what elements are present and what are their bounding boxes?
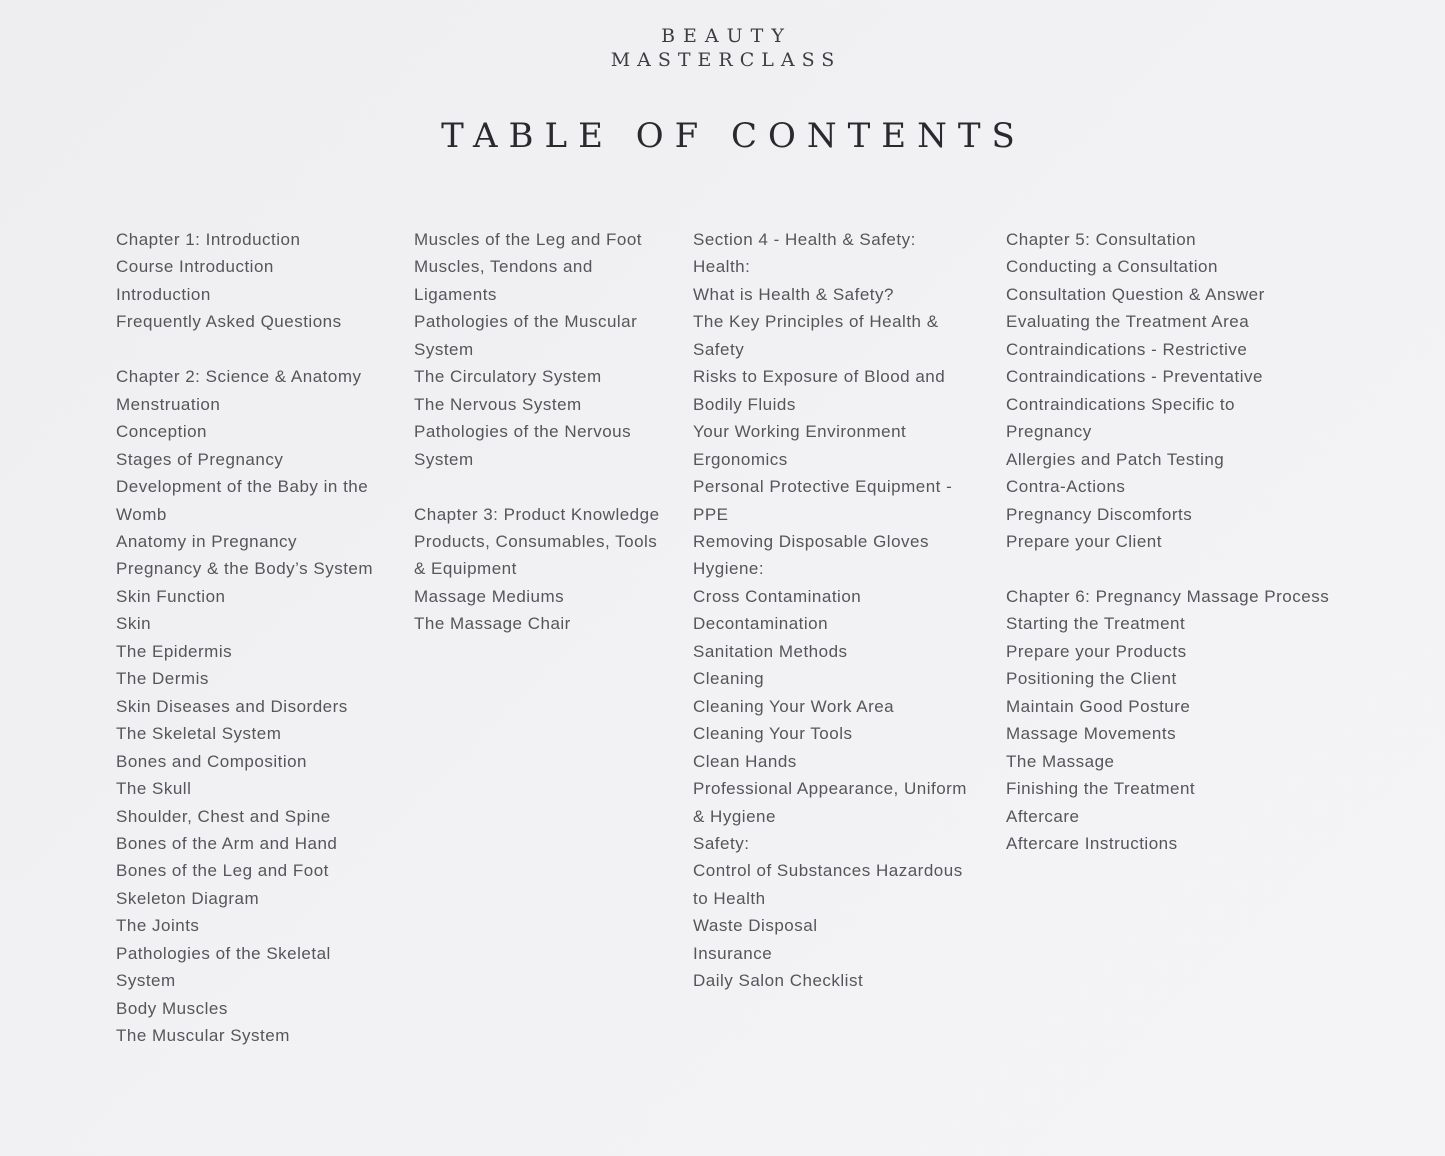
toc-entry: Aftercare Instructions [1006,833,1178,853]
toc-column-4 [1006,226,1336,857]
toc-entry: Ergonomics [693,449,788,469]
toc-entry: Aftercare [1006,806,1080,826]
toc-entry: Starting the Treatment [1006,614,1186,634]
toc-entry: Allergies and Patch Testing [1006,449,1225,469]
toc-entry: Shoulder, Chest and Spine [116,806,331,826]
toc-chapter-heading: Chapter 3: Product Knowledge [414,504,660,524]
toc-entry: Hygiene: [693,559,765,579]
toc-entry: Sanitation Methods [693,641,848,661]
toc-chapter-heading: Section 4 - Health & Safety: [693,230,916,249]
toc-entry: Positioning the Client [1006,669,1177,689]
toc-entry: Pathologies of the Muscular [414,312,638,332]
toc-entry: Conducting a Consultation [1006,257,1218,277]
page-title: TABLE OF CONTENTS [441,116,1026,156]
toc-entry: Cross Contamination [693,586,862,606]
toc-entry: Anatomy in Pregnancy [116,531,298,551]
toc-entry: Skin [116,614,152,634]
toc-entry: Pregnancy Discomforts [1006,504,1193,524]
toc-entry: Cleaning Your Tools [693,724,853,744]
toc-chapter-heading: Chapter 5: Consultation [1006,230,1197,249]
toc-entry: Pregnancy & the Body’s System [116,559,374,579]
toc-entry: Clean Hands [693,751,797,771]
toc-entry: Evaluating the Treatment Area [1006,312,1250,332]
toc-entry: Removing Disposable Gloves [693,531,929,551]
toc-entry: Safety [693,339,745,359]
toc-entry: PPE [693,504,729,524]
toc-entry: Womb [116,504,167,524]
toc-entry: Health: [693,257,751,277]
toc-entry: Prepare your Client [1006,531,1162,551]
toc-entry: Contraindications - Restrictive [1006,339,1248,359]
toc-entry: Waste Disposal [693,916,818,936]
toc-entry: Skin Diseases and Disorders [116,696,348,716]
toc-entry: System [116,971,176,991]
toc-entry: Risks to Exposure of Blood and [693,367,946,387]
toc-entry: Daily Salon Checklist [693,971,864,991]
toc-entry: & Equipment [414,559,517,579]
toc-entry: Finishing the Treatment [1006,779,1196,799]
toc-chapter-heading: Chapter 1: Introduction [116,230,301,249]
toc-entry: Muscles of the Leg and Foot [414,230,643,249]
toc-entry: Skeleton Diagram [116,888,260,908]
toc-entry: Bodily Fluids [693,394,796,414]
toc-entry: The Dermis [116,669,209,689]
toc-entry: Ligaments [414,284,497,304]
toc-entry: Control of Substances Hazardous [693,861,963,881]
toc-entry: The Massage Chair [414,614,571,634]
toc-entry: Consultation Question & Answer [1006,284,1265,304]
toc-entry: Introduction [116,284,211,304]
brand-name-line1: BEAUTY [661,25,792,47]
toc-entry: Development of the Baby in the [116,477,369,497]
toc-entry: System [414,339,474,359]
toc-entry: Bones of the Arm and Hand [116,833,338,853]
toc-entry: The Joints [116,916,200,936]
toc-entry: to Health [693,888,766,908]
toc-entry: Conception [116,422,208,442]
toc-column-3 [693,226,978,995]
toc-entry: Pathologies of the Nervous [414,422,632,442]
toc-entry: Pathologies of the Skeletal [116,943,331,963]
toc-entry: Cleaning Your Work Area [693,696,895,716]
toc-entry: The Nervous System [414,394,582,414]
toc-chapter-heading: Chapter 2: Science & Anatomy [116,367,362,387]
toc-entry: Course Introduction [116,257,274,277]
toc-entry: & Hygiene [693,806,776,826]
toc-entry: Muscles, Tendons and [414,257,593,277]
toc-chapter-heading: Chapter 6: Pregnancy Massage Process [1006,586,1330,606]
toc-entry: Your Working Environment [693,422,907,442]
toc-entry: Professional Appearance, Uniform [693,779,967,799]
toc-entry: Frequently Asked Questions [116,312,342,332]
toc-entry: Bones of the Leg and Foot [116,861,329,881]
toc-entry: The Circulatory System [414,367,602,387]
toc-entry: Contraindications - Preventative [1006,367,1263,387]
toc-entry: Stages of Pregnancy [116,449,284,469]
section-spacer [414,473,676,500]
toc-entry: Skin Function [116,586,226,606]
toc-entry: Safety: [693,833,750,853]
toc-entry: Pregnancy [1006,422,1092,442]
toc-entry: What is Health & Safety? [693,284,894,304]
toc-entry: Insurance [693,943,773,963]
toc-entry: Personal Protective Equipment - [693,477,953,497]
toc-entry: The Skeletal System [116,724,282,744]
toc-entry: The Key Principles of Health & [693,312,939,332]
toc-column-2 [414,226,676,638]
toc-entry: Decontamination [693,614,829,634]
toc-entry: The Skull [116,779,192,799]
toc-entry: Products, Consumables, Tools [414,531,658,551]
toc-entry: Cleaning [693,669,765,689]
brand-logo [0,24,1445,72]
toc-entry: Contra-Actions [1006,477,1126,497]
brand-name-line2: MASTERCLASS [610,49,842,71]
section-spacer [1006,555,1336,582]
toc-entry: Contraindications Specific to [1006,394,1236,414]
toc-entry: Maintain Good Posture [1006,696,1191,716]
toc-entry: System [414,449,474,469]
toc-entry: The Muscular System [116,1026,290,1046]
toc-entry: Prepare your Products [1006,641,1187,661]
toc-entry: Body Muscles [116,998,228,1018]
toc-entry: Menstruation [116,394,221,414]
toc-entry: Massage Movements [1006,724,1177,744]
toc-entry: The Epidermis [116,641,233,661]
section-spacer [116,336,391,363]
toc-column-1 [116,226,391,1050]
toc-entry: Massage Mediums [414,586,565,606]
toc-entry: Bones and Composition [116,751,308,771]
toc-entry: The Massage [1006,751,1115,771]
